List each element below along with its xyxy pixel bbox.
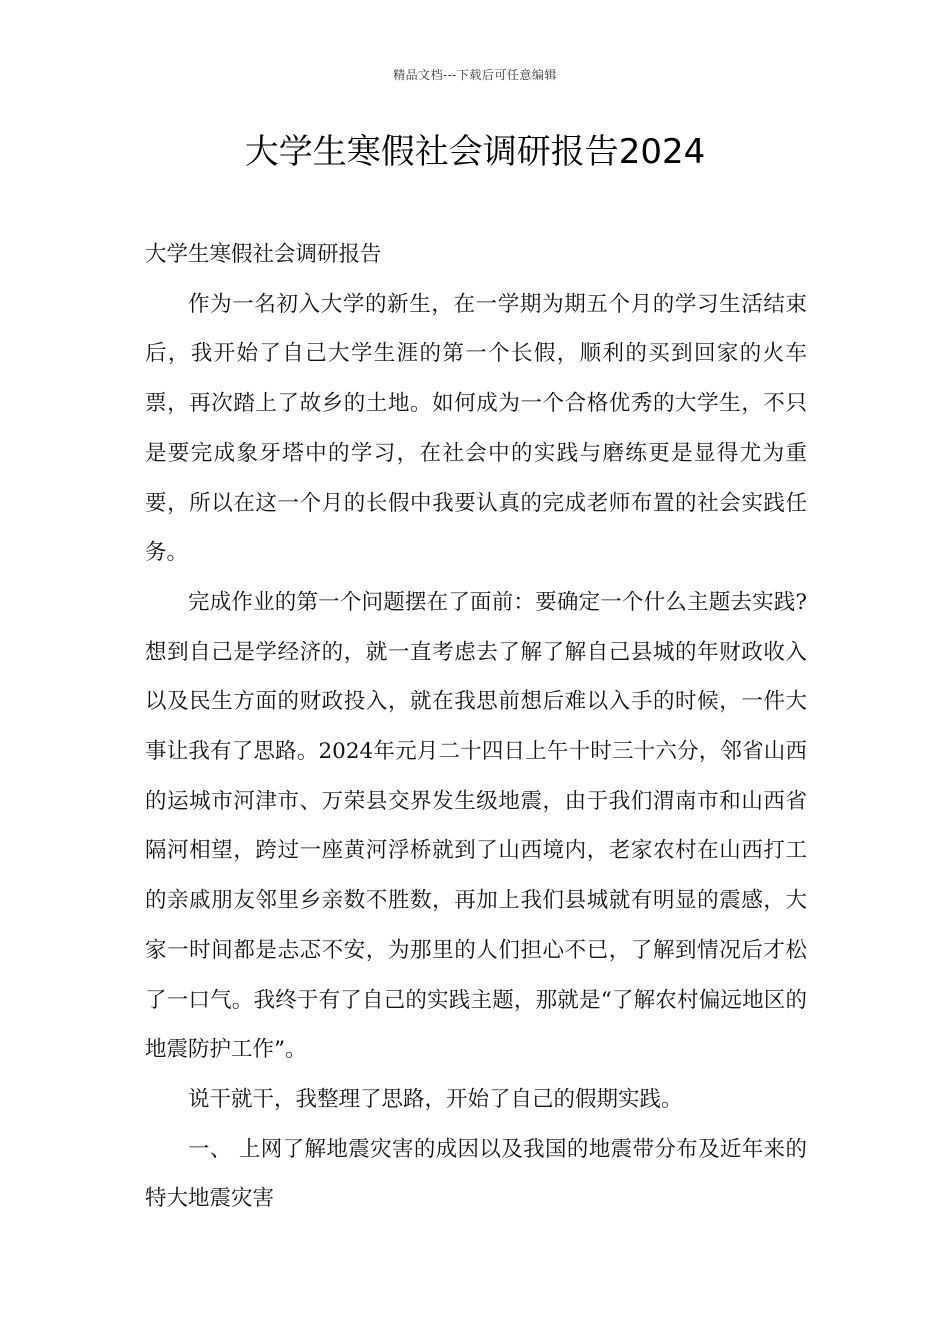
document-body [145, 230, 807, 1224]
page-header-note: 精品文档---下载后可任意编辑 [393, 68, 557, 82]
paragraph-intro: 作为一名初入大学的新生，在一学期为期五个月的学习生活结束后，我开始了自己大学生涯的第一个长假，顺利的买到回家的火车票，再次踏上了故乡的土地。如何成为一个合格优秀的大学生，不只是要完成象牙塔中的学习，在社会中的实践与磨练更是显得尤为重要，所以在这一个月的长假中我要认真的完成老师布置的社会实践任务。 [145, 291, 807, 566]
paragraph-topic: 完成作业的第一个问题摆在了面前：要确定一个什么主题去实践?想到自己是学经济的，就一直考虑去了解了解自己县城的年财政收入以及民生方面的财政投入，就在我思前想后难以入手的时候，一件大事让我有了思路。2024年元月二十四日上午十时三十六分，邻省山西的运城市河津市、万荣县交界发生级地震，由于我们渭南市和山西省隔河相望，跨过一座黄河浮桥就到了山西境内，老家农村在山西打工的亲戚朋友邻里乡亲数不胜数，再加上我们县城就有明显的震感，大家一时间都是忐忑不安，为那里的人们担心不已，了解到情况后才松了一口气。我终于有了自己的实践主题，那就是“了解农村偏远地区的地震防护工作”。 [145, 589, 807, 1063]
document-title: 大学生寒假社会调研报告2024 [244, 132, 706, 172]
paragraph-subtitle: 大学生寒假社会调研报告 [145, 242, 382, 267]
paragraph-section-one: 一、 上网了解地震灾害的成因以及我国的地震带分布及近年来的特大地震灾害 [145, 1136, 807, 1212]
paragraph-start: 说干就干，我整理了思路，开始了自己的假期实践。 [188, 1086, 683, 1112]
